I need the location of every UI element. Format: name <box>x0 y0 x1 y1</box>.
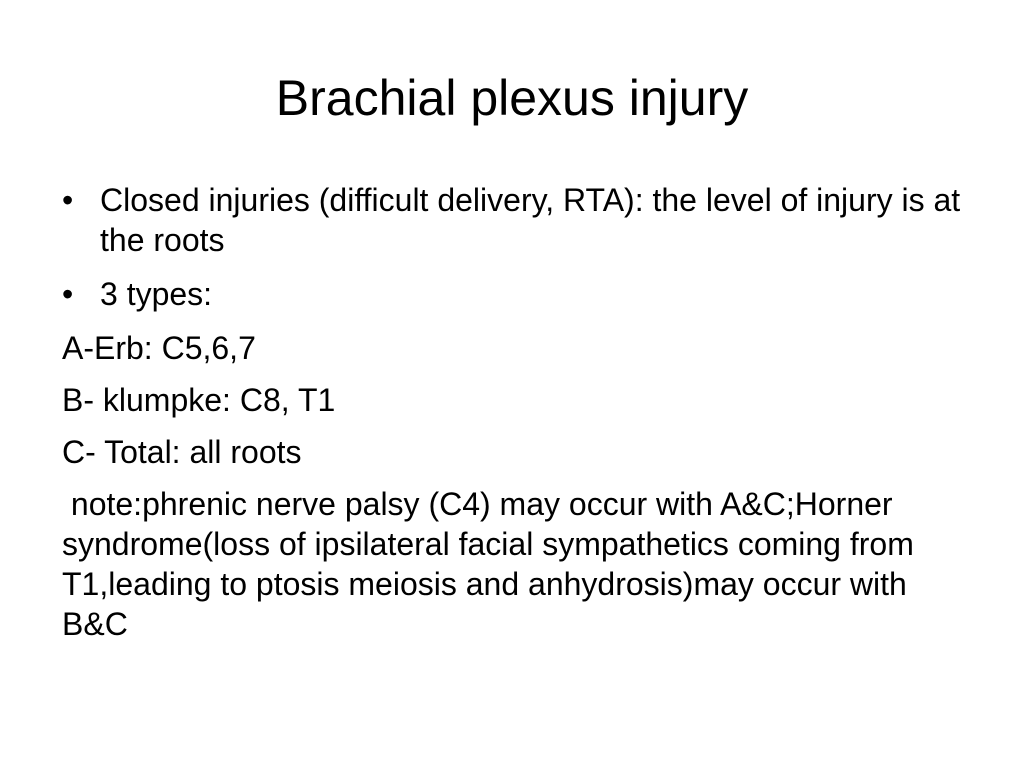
slide-content <box>62 180 962 644</box>
type-line-c: C- Total: all roots <box>62 434 302 470</box>
slide-title: Brachial plexus injury <box>275 70 749 126</box>
bullet-item <box>62 180 962 260</box>
type-line-b: B- klumpke: C8, T1 <box>62 382 336 418</box>
bullet-item <box>62 274 962 314</box>
bullet-marker: • <box>62 182 74 218</box>
bullet-text: 3 types: <box>100 276 213 312</box>
bullet-marker: • <box>62 276 74 312</box>
bullet-text: Closed injuries (difficult delivery, RTA): the level of injury is at the roots <box>100 182 961 258</box>
type-line-a: A-Erb: C5,6,7 <box>62 330 256 366</box>
note-paragraph: note:phrenic nerve palsy (C4) may occur with A&C;Horner syndrome(loss of ipsilateral facial sympathetics coming from T1,leading to ptosis meiosis and anhydrosis)may occur with B&C <box>62 486 923 642</box>
